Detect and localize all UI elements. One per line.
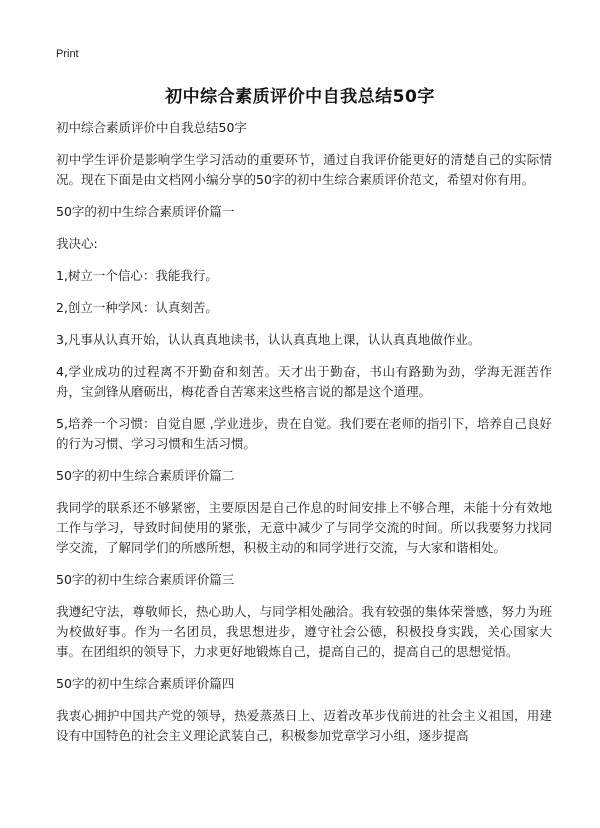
section-heading-3: 50字的初中生综合素质评价篇三: [56, 572, 235, 587]
section-paragraph-3: 我遵纪守法，尊敬师长，热心助人，与同学相处融洽。我有较强的集体荣誉感，努力为班为校做好事。作为一名团员，我思想进步，遵守社会公德，积极投身实践，关心国家大事。在团组织的领导下，力求更好地锻炼自己，提高自己的，提高自己的思想觉悟。: [56, 604, 552, 659]
intro-paragraph: 初中学生评价是影响学生学习活动的重要环节，通过自我评价能更好的清楚自己的实际情况。现在下面是由文档网小编分享的50字的初中生综合素质评价范文，希望对你有用。: [56, 152, 552, 187]
section-heading-4: 50字的初中生综合素质评价篇四: [56, 676, 235, 691]
resolve-label: 我决心:: [56, 236, 98, 251]
print-link[interactable]: Print: [56, 48, 79, 60]
list-item: 3,凡事从认真开始，认认真真地读书，认认真真地上课，认认真真地做作业。: [56, 332, 481, 347]
list-item: 5,培养一个习惯：自觉自愿 ,学业进步，贵在自觉。我们要在老师的指引下，培养自己良好的行为习惯、学习习惯和生活习惯。: [56, 416, 552, 451]
list-item: 4,学业成功的过程离不开勤奋和刻苦。天才出于勤奋，书山有路勤为劲，学海无涯苦作舟，宝剑锋从磨砺出，梅花香自苦寒来这些格言说的都是这个道理。: [56, 364, 552, 399]
section-heading-1: 50字的初中生综合素质评价篇一: [56, 204, 235, 219]
list-item: 2,创立一种学风：认真刻苦。: [56, 300, 218, 315]
document-body: [56, 118, 552, 758]
document-subtitle: 初中综合素质评价中自我总结50字: [56, 120, 247, 135]
list-item: 1,树立一个信心：我能我行。: [56, 268, 218, 283]
page-title: 初中综合素质评价中自我总结50字: [165, 87, 435, 107]
section-heading-2: 50字的初中生综合素质评价篇二: [56, 468, 235, 483]
section-paragraph-4: 我衷心拥护中国共产党的领导，热爱蒸蒸日上、迈着改革步伐前进的社会主义祖国，用建设有中国特色的社会主义理论武装自己，积极参加党章学习小组，逐步提高: [56, 708, 552, 743]
section-paragraph-2: 我同学的联系还不够紧密，主要原因是自己作息的时间安排上不够合理，未能十分有效地工作与学习，导致时间使用的紧张，无意中减少了与同学交流的时间。所以我要努力找同学交流，了解同学们的所感所想，积极主动的和同学进行交流，与大家和谐相处。: [56, 500, 552, 555]
